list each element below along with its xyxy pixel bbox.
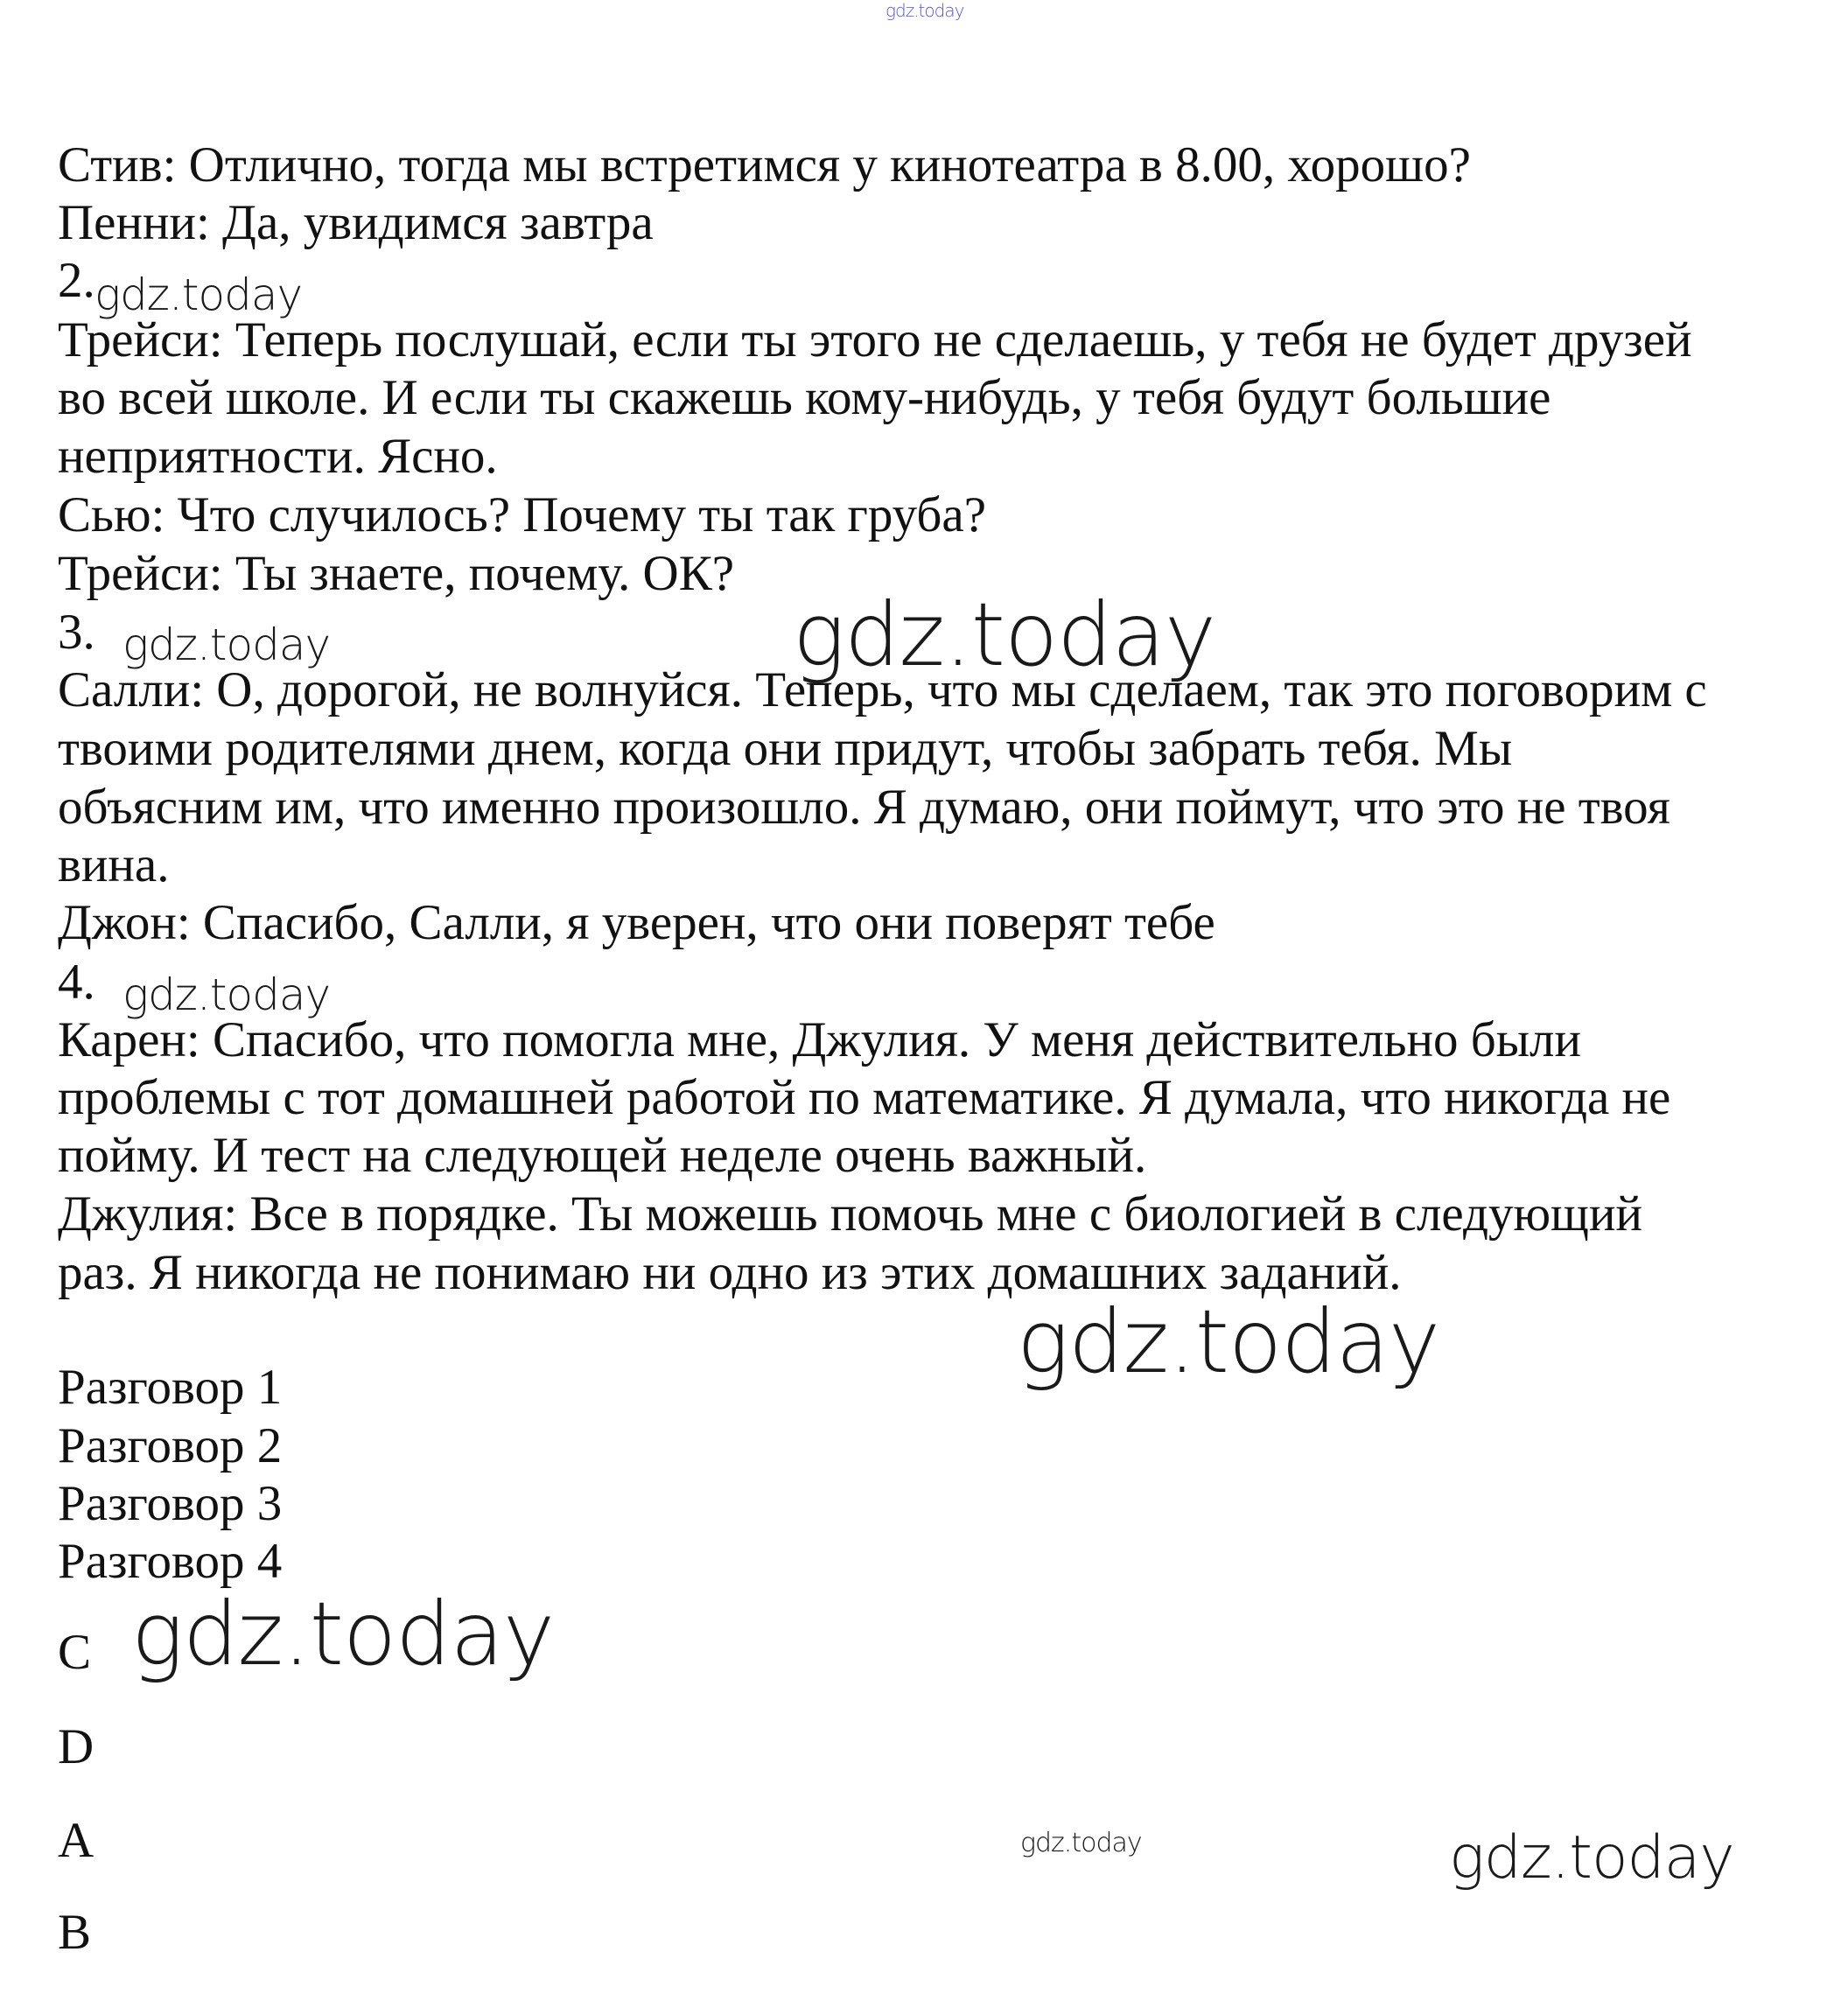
answer-letter: A (58, 1813, 94, 1868)
watermark-large: gdz.today (131, 1583, 555, 1685)
dialogue-line: Сью: Что случилось? Почему ты так груба? (58, 487, 987, 542)
answer-letter: C (58, 1625, 92, 1680)
watermark-large: gdz.today (1017, 1291, 1440, 1393)
dialogue-line: Стив: Отлично, тогда мы встретимся у кинотеатра в 8.00, хорошо? (58, 137, 1471, 192)
watermark-top: gdz.today (886, 0, 964, 21)
dialogue-line: Трейси: Теперь послушай, если ты этого не сделаешь, у тебя не будет друзей (58, 312, 1692, 367)
conversation-label: Разговор 1 (58, 1360, 283, 1415)
dialogue-line: Джулия: Все в порядке. Ты можешь помочь мне с биологией в следующий (58, 1186, 1642, 1242)
section-number: 2. (58, 253, 95, 308)
answer-letter: B (58, 1905, 92, 1960)
section-number: 3. (58, 605, 95, 660)
dialogue-line: Карен: Спасибо, что помогла мне, Джулия. У меня действительно были (58, 1012, 1581, 1067)
dialogue-line: Пенни: Да, увидимся завтра (58, 195, 654, 250)
dialogue-line: объясним им, что именно произошло. Я думаю, они поймут, что это не твоя (58, 780, 1670, 835)
dialogue-line: твоими родителями днем, когда они придут, чтобы забрать тебя. Мы (58, 721, 1513, 776)
conversation-label: Разговор 4 (58, 1534, 283, 1589)
dialogue-line: Салли: О, дорогой, не волнуйся. Теперь, что мы сделаем, так это поговорим с (58, 662, 1707, 717)
conversation-label: Разговор 3 (58, 1476, 283, 1531)
section-number: 4. (58, 955, 95, 1010)
dialogue-line: вина. (58, 837, 170, 892)
conversation-label: Разговор 2 (58, 1418, 283, 1473)
dialogue-line: раз. Я никогда не понимаю ни одно из этих домашних заданий. (58, 1245, 1402, 1300)
watermark-small: gdz.today (1020, 1828, 1142, 1858)
answer-letter: D (58, 1719, 94, 1774)
dialogue-line: Трейси: Ты знаете, почему. ОК? (58, 546, 735, 601)
dialogue-line: проблемы с тот домашней работой по математике. Я думала, что никогда не (58, 1070, 1671, 1125)
dialogue-line: Джон: Спасибо, Салли, я уверен, что они поверят тебе (58, 895, 1215, 950)
dialogue-line: неприятности. Ясно. (58, 429, 498, 484)
watermark: gdz.today (94, 269, 303, 320)
watermark-large: gdz.today (793, 584, 1216, 686)
watermark: gdz.today (122, 969, 331, 1020)
dialogue-line: во всей школе. И если ты скажешь кому-нибудь, у тебя будут большие (58, 370, 1551, 425)
watermark: gdz.today (122, 619, 331, 670)
dialogue-line: пойму. И тест на следующей неделе очень важный. (58, 1128, 1147, 1183)
watermark-medium: gdz.today (1449, 1823, 1734, 1893)
